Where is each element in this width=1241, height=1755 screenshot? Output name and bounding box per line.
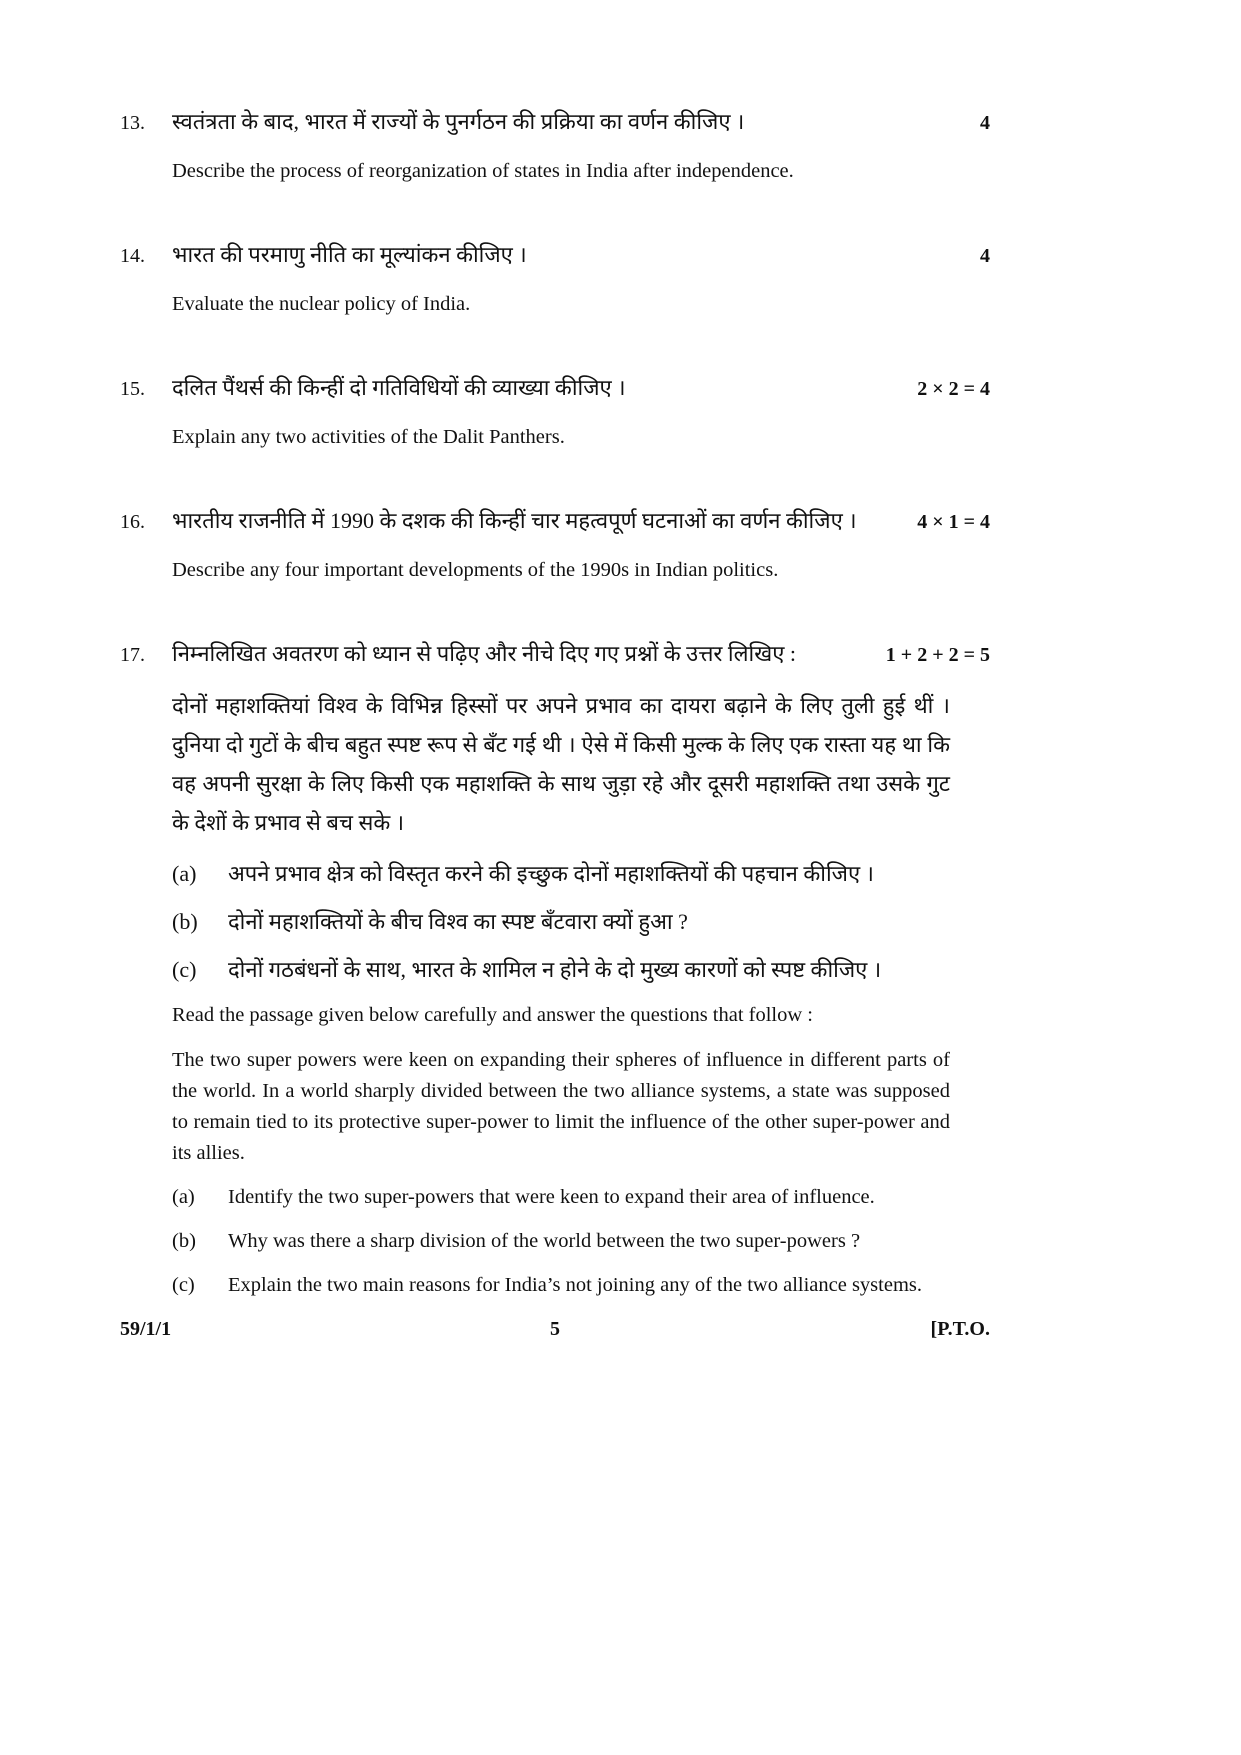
question-16 [120,505,990,586]
question-14-marks: 4 [980,245,990,267]
question-14-number: 14. [120,245,145,267]
question-17-marks: 1 + 2 + 2 = 5 [885,644,990,666]
question-16-text-hindi: भारतीय राजनीति में 1990 के दशक की किन्हीं चार महत्वपूर्ण घटनाओं का वर्णन कीजिए । [172,508,857,533]
question-13-marks: 4 [980,112,990,134]
question-15-number: 15. [120,378,145,400]
subquestion-label: (a) [172,1186,195,1208]
subquestion-text: दोनों गठबंधनों के साथ, भारत के शामिल न होने के दो मुख्य कारणों को स्पष्ट कीजिए । [228,957,882,982]
question-15-marks: 2 × 2 = 4 [917,378,990,400]
question-13-number: 13. [120,112,145,134]
subquestion-label: (a) [172,861,197,886]
question-17-subquestion-b-hindi [172,906,950,938]
question-14-text-hindi: भारत की परमाणु नीति का मूल्यांकन कीजिए । [172,242,527,267]
question-15-text-english: Explain any two activities of the Dalit Panthers. [172,426,565,448]
question-17-passage-english: The two super powers were keen on expanding their spheres of influence in different parts of the world. In a world sharply divided between the two alliance systems, a state was supposed to remain tied to its protective super-power to limit the influence of the other super-power and its allies. [172,1049,950,1164]
question-17-subquestion-a-hindi [172,858,950,890]
subquestion-label: (b) [172,909,198,934]
question-14 [120,239,990,320]
subquestion-text: दोनों महाशक्तियों के बीच विश्व का स्पष्ट बँटवारा क्यों हुआ ? [228,909,688,934]
question-17-number: 17. [120,644,145,666]
subquestion-label: (c) [172,1274,195,1296]
question-17-intro-english: Read the passage given below carefully and answer the questions that follow : [172,1004,814,1026]
question-16-number: 16. [120,511,145,533]
question-15-text-hindi: दलित पैंथर्स की किन्हीं दो गतिविधियों की व्याख्या कीजिए । [172,375,626,400]
question-17-subquestion-b-english [172,1226,950,1257]
question-17-intro-hindi: निम्नलिखित अवतरण को ध्यान से पढ़िए और नीचे दिए गए प्रश्नों के उत्तर लिखिए : [172,641,797,666]
pto-label: [P.T.O. [930,1318,990,1340]
subquestion-text: Identify the two super-powers that were keen to expand their area of influence. [228,1186,875,1208]
question-17-passage-hindi: दोनों महाशक्तियां विश्व के विभिन्न हिस्सों पर अपने प्रभाव का दायरा बढ़ाने के लिए तुली हुई थीं । दुनिया दो गुटों के बीच बहुत स्पष्ट रूप से बँट गई थी । ऐसे में किसी मुल्क के लिए एक रास्ता यह था कि वह अपनी सुरक्षा के लिए किसी एक महाशक्ति के साथ जुड़ा रहे और दूसरी महाशक्ति तथा उसके गुट के देशों के प्रभाव से बच सके । [172,693,950,835]
question-15 [120,372,990,453]
question-17-subquestion-c-english [172,1270,950,1301]
page-footer [120,1318,990,1341]
question-17-subquestion-a-english [172,1182,950,1213]
subquestion-label: (c) [172,957,197,982]
subquestion-text: Explain the two main reasons for India’s not joining any of the two alliance systems. [228,1274,923,1296]
question-17-subquestion-c-hindi [172,954,950,986]
paper-code: 59/1/1 [120,1318,172,1340]
question-16-marks: 4 × 1 = 4 [917,511,990,533]
question-13 [120,106,990,187]
subquestion-text: अपने प्रभाव क्षेत्र को विस्तृत करने की इच्छुक दोनों महाशक्तियों की पहचान कीजिए । [228,861,874,886]
question-13-text-english: Describe the process of reorganization of states in India after independence. [172,160,794,182]
question-14-text-english: Evaluate the nuclear policy of India. [172,293,471,315]
question-13-text-hindi: स्वतंत्रता के बाद, भारत में राज्यों के पुनर्गठन की प्रक्रिया का वर्णन कीजिए । [172,109,745,134]
question-16-text-english: Describe any four important developments of the 1990s in Indian politics. [172,559,779,581]
question-17 [120,638,990,1301]
subquestion-label: (b) [172,1230,196,1252]
page-number: 5 [549,1318,560,1340]
subquestion-text: Why was there a sharp division of the world between the two super-powers ? [228,1230,861,1252]
